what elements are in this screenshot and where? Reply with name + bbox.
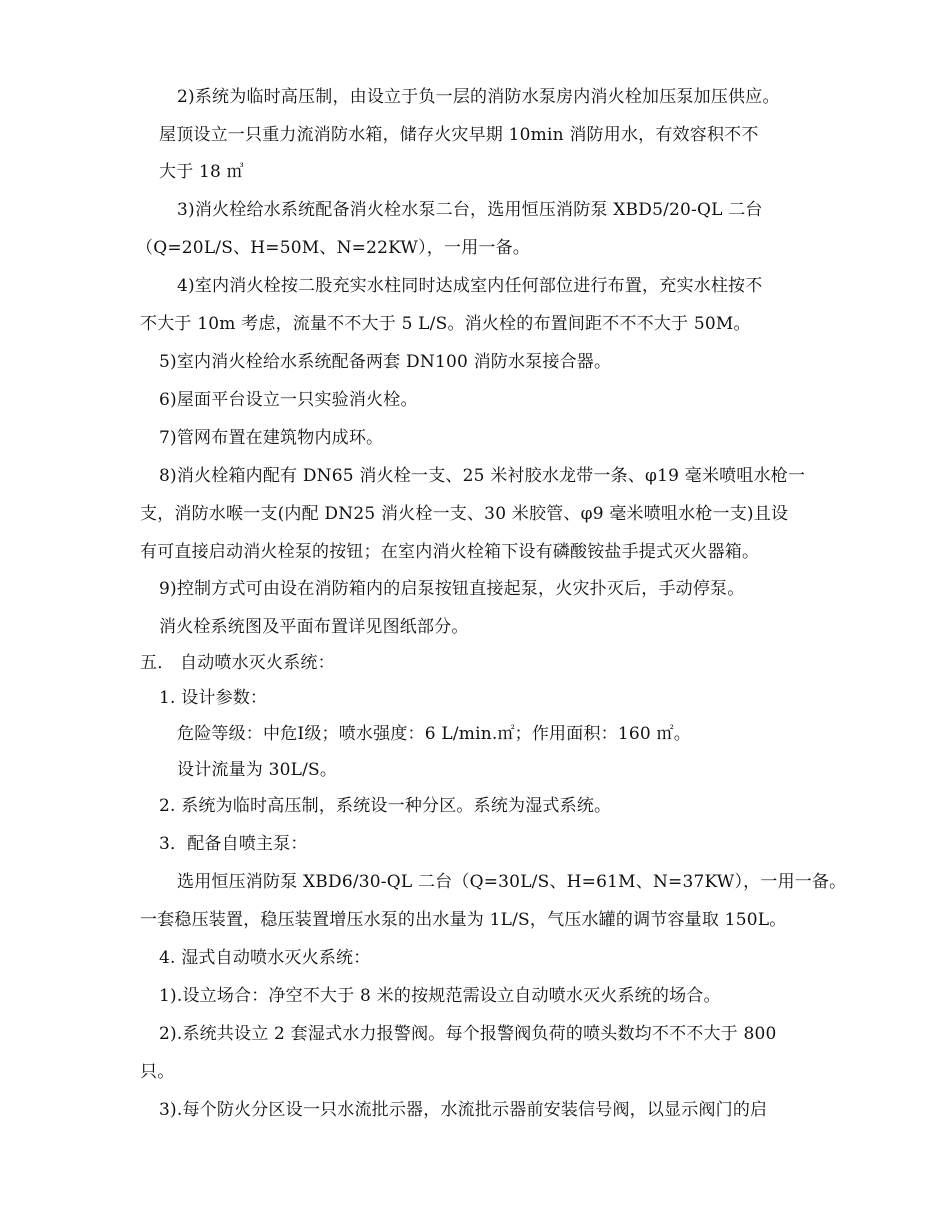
- text-line: 选用恒压消防泵 XBD6/30-QL 二台（Q=30L/S、H=61M、N=37KW），一用一备。: [177, 872, 847, 892]
- text-line: 1. 设计参数：: [159, 688, 268, 708]
- text-line: 7)管网布置在建筑物内成环。: [159, 428, 384, 448]
- text-line: 不大于 10m 考虑，流量不不大于 5 L/S。消火栓的布置间距不不不大于 50M。: [140, 314, 751, 334]
- text-line: 8)消火栓箱内配有 DN65 消火栓一支、25 米衬胶水龙带一条、φ19 毫米喷咀水枪一: [159, 466, 806, 486]
- text-line: 危险等级：中危Ⅰ级；喷水强度：6 L/min.㎡；作用面积：160 ㎡。: [177, 724, 691, 744]
- text-line: 9)控制方式可由设在消防箱内的启泵按钮直接起泵，火灾扑灭后，手动停泵。: [159, 579, 745, 599]
- text-line: 4. 湿式自动喷水灭火系统：: [159, 948, 371, 968]
- text-line: 1).设立场合：净空不大于 8 米的按规范需设立自动喷水灭火系统的场合。: [159, 986, 721, 1006]
- text-line: 2).系统共设立 2 套湿式水力报警阀。每个报警阀负荷的喷头数均不不不大于 800: [159, 1024, 777, 1044]
- section-heading: 五． 自动喷水灭火系统：: [140, 653, 335, 673]
- text-line: 4)室内消火栓按二股充实水柱同时达成室内任何部位进行布置，充实水柱按不: [177, 276, 763, 296]
- text-line: 消火栓系统图及平面布置详见图纸部分。: [159, 617, 469, 637]
- text-line: （Q=20L/S、H=50M、N=22KW），一用一备。: [136, 238, 531, 258]
- text-line: 有可直接启动消火栓泵的按钮；在室内消火栓箱下设有磷酸铵盐手提式灭火器箱。: [140, 542, 760, 562]
- text-line: 屋顶设立一只重力流消防水箱，储存火灾早期 10min 消防用水，有效容积不不: [159, 125, 759, 145]
- text-line: 2)系统为临时高压制，由设立于负一层的消防水泵房内消火栓加压泵加压供应。: [177, 87, 780, 107]
- text-line: 2. 系统为临时高压制，系统设一种分区。系统为湿式系统。: [159, 796, 612, 816]
- text-line: 5)室内消火栓给水系统配备两套 DN100 消防水泵接合器。: [159, 352, 612, 372]
- text-line: 6)屋面平台设立一只实验消火栓。: [159, 390, 418, 410]
- text-line: 只。: [140, 1062, 175, 1082]
- text-line: 设计流量为 30L/S。: [177, 760, 338, 780]
- text-line: 3).每个防火分区设一只水流批示器，水流批示器前安装信号阀，以显示阀门的启: [159, 1100, 768, 1120]
- text-line: 一套稳压装置，稳压装置增压水泵的出水量为 1L/S，气压水罐的调节容量取 150L。: [140, 910, 787, 930]
- text-line: 3)消火栓给水系统配备消火栓水泵二台，选用恒压消防泵 XBD5/20-QL 二台: [177, 200, 763, 220]
- text-line: 支，消防水喉一支(内配 DN25 消火栓一支、30 米胶管、φ9 毫米喷咀水枪一支)且设: [140, 504, 789, 524]
- text-line: 3．配备自喷主泵：: [159, 834, 308, 854]
- text-line: 大于 18 ㎥: [159, 162, 244, 182]
